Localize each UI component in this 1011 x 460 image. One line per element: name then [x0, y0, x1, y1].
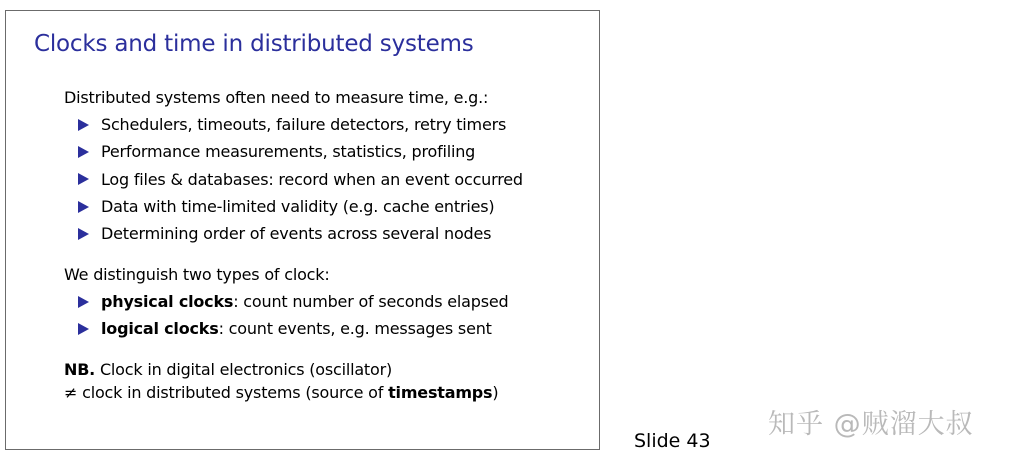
- logical-clocks-desc: : count events, e.g. messages sent: [218, 319, 492, 339]
- triangle-bullet-icon: [78, 201, 89, 213]
- list-item-text: Log files & databases: record when an event occurred: [101, 169, 523, 189]
- triangle-bullet-icon: [78, 146, 89, 158]
- note-text-1: Clock in digital electronics (oscillator): [95, 360, 393, 379]
- list-item: [78, 111, 523, 138]
- slide-frame: [5, 10, 600, 450]
- physical-clocks-desc: : count number of seconds elapsed: [233, 292, 509, 312]
- physical-clocks-term: physical clocks: [101, 292, 234, 312]
- note-line-1: [64, 360, 392, 379]
- triangle-bullet-icon: [78, 173, 89, 185]
- list-item: [78, 193, 523, 220]
- note-text-2: clock in distributed systems (source of: [77, 383, 389, 402]
- list-item: [78, 315, 508, 342]
- note-label: NB.: [64, 360, 96, 379]
- slide-number: Slide 43: [634, 430, 711, 452]
- watermark: 知乎 @贼溜大叔: [768, 409, 974, 440]
- note-text-2-end: ): [492, 383, 499, 402]
- list-item: [78, 166, 523, 193]
- list-item-text: Data with time-limited validity (e.g. cache entries): [101, 197, 495, 217]
- triangle-bullet-icon: [78, 296, 89, 308]
- list-item-text: Performance measurements, statistics, profiling: [101, 142, 476, 162]
- triangle-bullet-icon: [78, 228, 89, 240]
- not-equal-icon: ≠: [64, 383, 78, 402]
- logical-clocks-term: logical clocks: [101, 319, 219, 339]
- list-item-text: Determining order of events across several nodes: [101, 224, 492, 244]
- slide-title: Clocks and time in distributed systems: [34, 31, 474, 57]
- uses-intro: Distributed systems often need to measure time, e.g.:: [64, 88, 489, 107]
- triangle-bullet-icon: [78, 323, 89, 335]
- list-item: [78, 220, 523, 247]
- types-intro: We distinguish two types of clock:: [64, 265, 330, 284]
- triangle-bullet-icon: [78, 119, 89, 131]
- list-item-text: Schedulers, timeouts, failure detectors, retry timers: [101, 115, 507, 135]
- clock-types-list: [78, 288, 508, 343]
- note-line-2: [64, 383, 498, 402]
- uses-list: [78, 111, 523, 247]
- timestamps-term: timestamps: [388, 383, 493, 402]
- list-item: [78, 288, 508, 315]
- list-item: [78, 138, 523, 165]
